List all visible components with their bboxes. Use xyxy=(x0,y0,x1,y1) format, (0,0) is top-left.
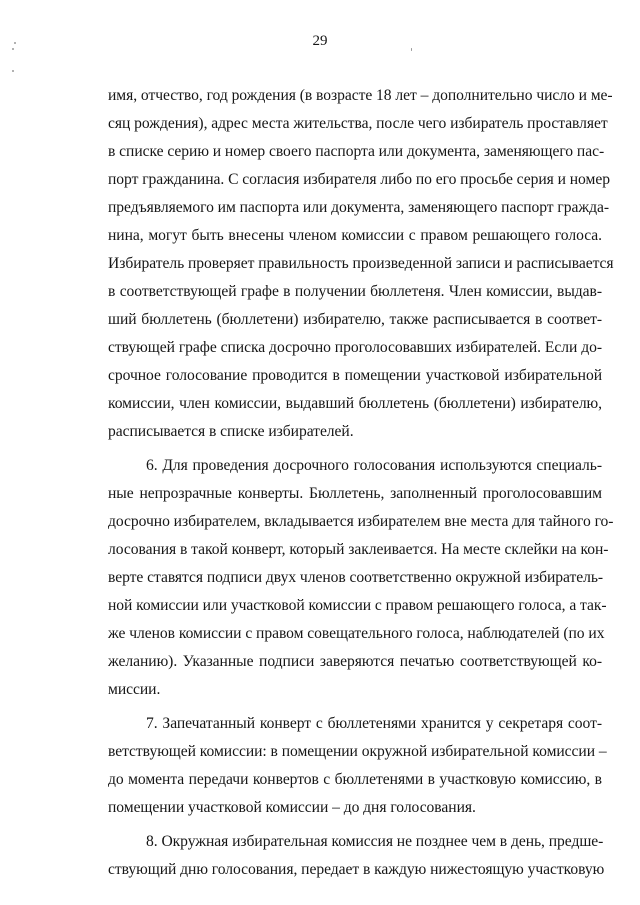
text-line: же членов комиссии с правом совещательного голоса, наблюдателей (по их xyxy=(108,625,605,642)
scan-speck xyxy=(12,70,14,72)
text-line: Избиратель проверяет правильность произведенной записи и расписывается xyxy=(108,255,614,272)
text-line: срочное голосование проводится в помещении участковой избирательной xyxy=(108,367,602,384)
text-line: нина, могут быть внесены членом комиссии с правом решающего голоса. xyxy=(108,227,602,244)
scan-speck xyxy=(14,42,16,44)
text-line: ной комиссии или участковой комиссии с правом решающего голоса, а так- xyxy=(108,597,607,614)
text-line: сяц рождения), адрес места жительства, после чего избиратель проставляет xyxy=(108,115,608,132)
paragraph-8-first-line: 8. Окружная избирательная комиссия не позднее чем в день, предше- xyxy=(146,833,604,850)
text-line: ветствующей комиссии: в помещении окружной избирательной комиссии – xyxy=(108,743,607,760)
text-line: порт гражданина. С согласия избирателя либо по его просьбе серия и номер xyxy=(108,171,610,188)
text-line: в списке серию и номер своего паспорта или документа, заменяющего пас- xyxy=(108,143,605,160)
text-line: до момента передачи конвертов с бюллетенями в участковую комиссию, в xyxy=(108,771,602,788)
text-line: ствующий дню голосования, передает в каждую нижестоящую участковую xyxy=(108,861,605,878)
text-line: предъявляемого им паспорта или документа, заменяющего паспорт гражда- xyxy=(108,199,609,216)
paragraph-7-first-line: 7. Запечатанный конверт с бюллетенями хранится у секретаря соот- xyxy=(146,715,602,732)
text-line: комиссии, член комиссии, выдавший бюллетень (бюллетени) избирателю, xyxy=(108,395,602,412)
text-line: помещении участковой комиссии – до дня голосования. xyxy=(108,799,476,816)
text-line: ствующей графе списка досрочно проголосовавших избирателей. Если до- xyxy=(108,339,602,356)
text-line: миссии. xyxy=(108,681,161,698)
scan-speck xyxy=(12,48,14,50)
text-line: ные непрозрачные конверты. Бюллетень, заполненный проголосовавшим xyxy=(108,485,602,502)
paragraph-6-first-line: 6. Для проведения досрочного голосования используются специаль- xyxy=(146,457,602,474)
text-line: желанию). Указанные подписи заверяются печатью соответствующей ко- xyxy=(108,653,602,670)
text-line: расписывается в списке избирателей. xyxy=(108,423,354,440)
text-line: ший бюллетень (бюллетени) избирателю, также расписывается в соответ- xyxy=(108,311,602,328)
text-line: досрочно избирателем, вкладывается избирателем вне места для тайного го- xyxy=(108,513,614,530)
page-number: 29 xyxy=(312,33,328,49)
scan-speck xyxy=(411,48,412,51)
text-line: имя, отчество, год рождения (в возрасте 18 лет – дополнительно число и ме- xyxy=(108,87,613,104)
text-line: лосования в такой конверт, который заклеивается. На месте склейки на кон- xyxy=(108,541,609,558)
text-line: в соответствующей графе в получении бюллетеня. Член комиссии, выдав- xyxy=(108,283,602,300)
text-line: верте ставятся подписи двух членов соответственно окружной избиратель- xyxy=(108,569,604,586)
